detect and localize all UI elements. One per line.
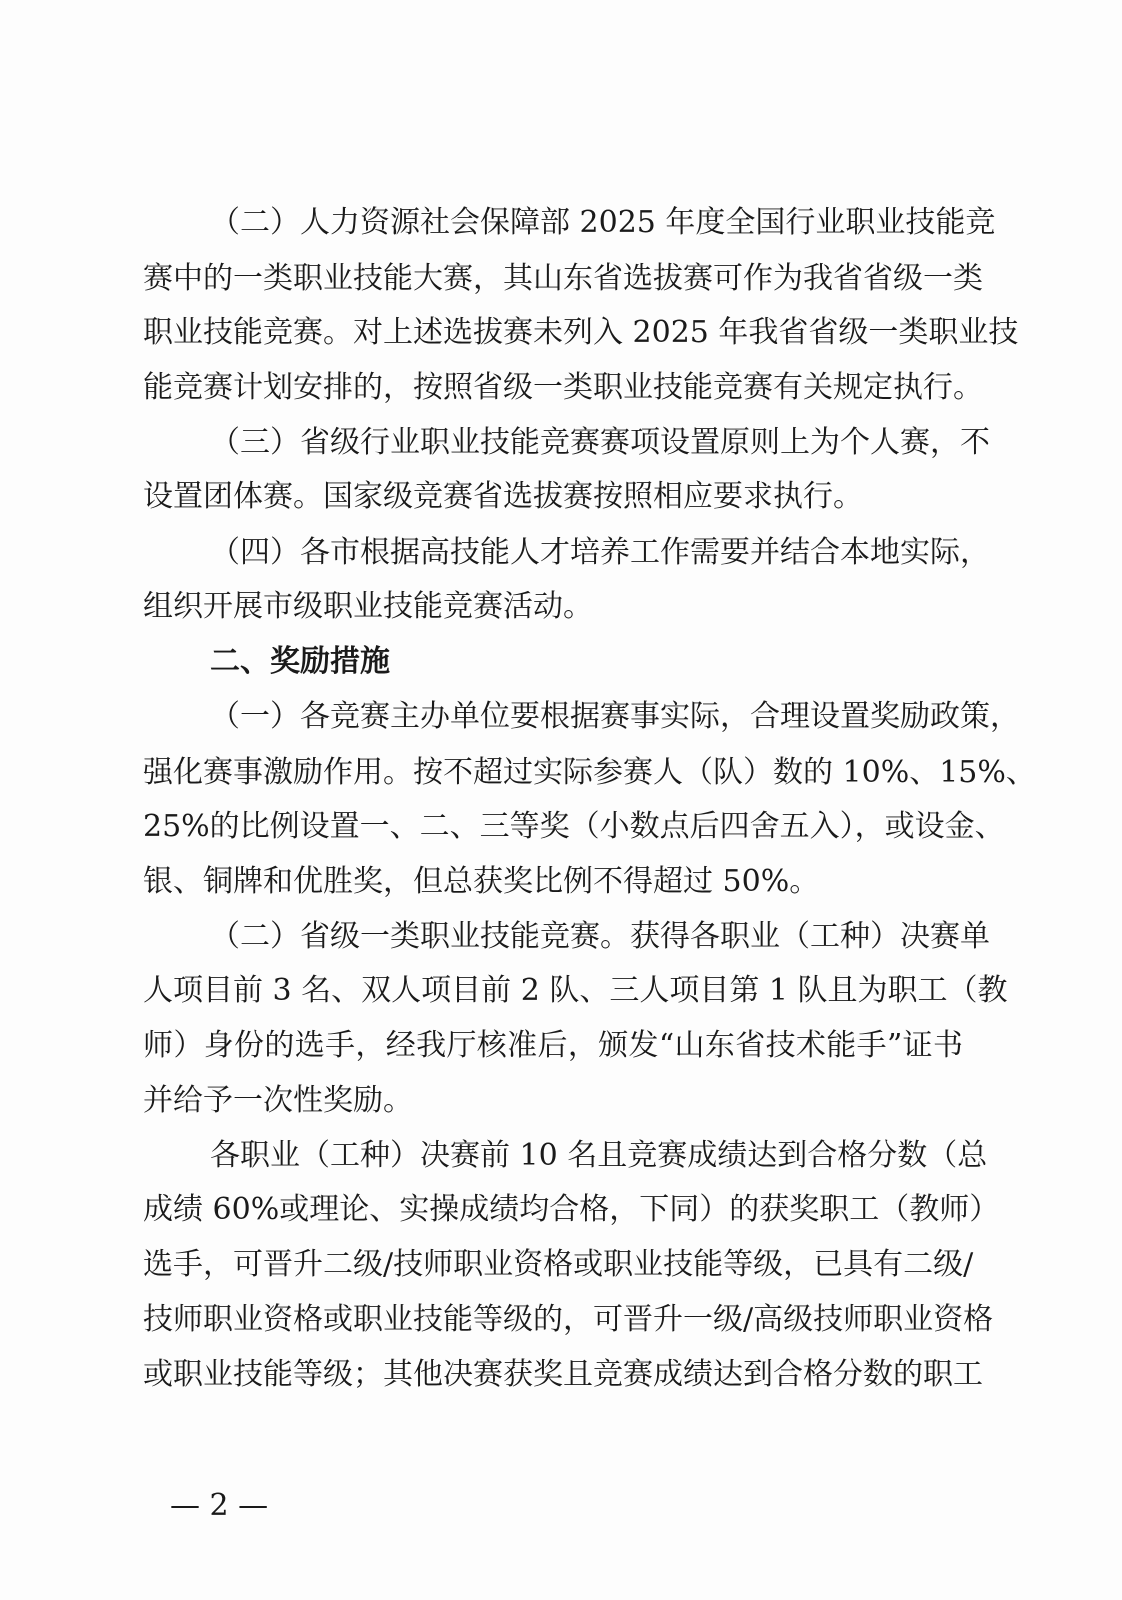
page-number: — 2 — — [170, 1488, 269, 1523]
paragraph-4-line-1: （一）各竞赛主办单位要根据赛事实际，合理设置奖励政策， — [210, 699, 1020, 734]
paragraph-6-line-5: 或职业技能等级；其他决赛获奖且竞赛成绩达到合格分数的职工 — [143, 1357, 983, 1392]
paragraph-5-line-4: 并给予一次性奖励。 — [143, 1083, 413, 1118]
paragraph-3-line-1: （四）各市根据高技能人才培养工作需要并结合本地实际， — [210, 535, 990, 570]
paragraph-4-line-4: 银、铜牌和优胜奖，但总获奖比例不得超过 50%。 — [143, 864, 820, 899]
paragraph-1-line-1: （二）人力资源社会保障部 2025 年度全国行业职业技能竞 — [210, 205, 996, 240]
paragraph-2-line-2: 设置团体赛。国家级竞赛省选拔赛按照相应要求执行。 — [143, 479, 863, 514]
paragraph-6-line-4: 技师职业资格或职业技能等级的，可晋升一级/高级技师职业资格 — [143, 1302, 994, 1337]
paragraph-1-line-4: 能竞赛计划安排的，按照省级一类职业技能竞赛有关规定执行。 — [143, 370, 983, 405]
paragraph-6-line-3: 选手，可晋升二级/技师职业资格或职业技能等级，已具有二级/ — [143, 1247, 974, 1282]
paragraph-4-line-3: 25%的比例设置一、二、三等奖（小数点后四舍五入），或设金、 — [143, 809, 1005, 844]
paragraph-4-line-2: 强化赛事激励作用。按不超过实际参赛人（队）数的 10%、15%、 — [143, 755, 1036, 790]
paragraph-5-line-3: 师）身份的选手，经我厅核准后，颁发“山东省技术能手”证书 — [143, 1028, 963, 1063]
paragraph-1-line-3: 职业技能竞赛。对上述选拔赛未列入 2025 年我省省级一类职业技 — [143, 315, 1019, 350]
paragraph-2-line-1: （三）省级行业职业技能竞赛赛项设置原则上为个人赛，不 — [210, 425, 990, 460]
paragraph-1-line-2: 赛中的一类职业技能大赛，其山东省选拔赛可作为我省省级一类 — [143, 261, 983, 296]
paragraph-3-line-2: 组织开展市级职业技能竞赛活动。 — [143, 589, 593, 624]
paragraph-5-line-2: 人项目前 3 名、双人项目前 2 队、三人项目第 1 队且为职工（教 — [143, 973, 1008, 1008]
paragraph-5-line-1: （二）省级一类职业技能竞赛。获得各职业（工种）决赛单 — [210, 919, 990, 954]
section-heading: 二、奖励措施 — [210, 644, 390, 679]
paragraph-6-line-1: 各职业（工种）决赛前 10 名且竞赛成绩达到合格分数（总 — [210, 1138, 988, 1173]
paragraph-6-line-2: 成绩 60%或理论、实操成绩均合格，下同）的获奖职工（教师） — [143, 1192, 1000, 1227]
